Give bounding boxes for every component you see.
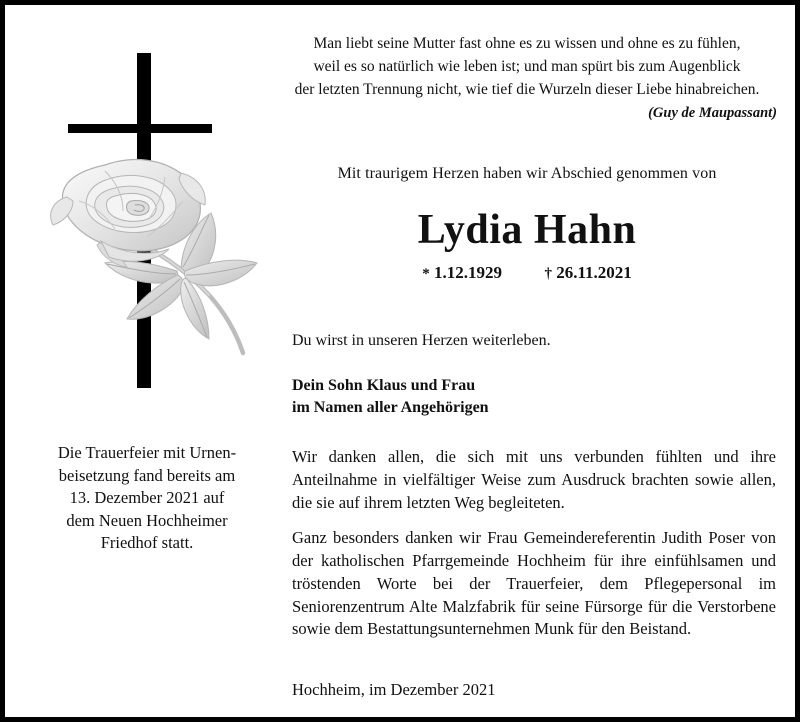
announcement-block	[277, 165, 777, 283]
memorial-emblem	[5, 5, 275, 425]
signature-line-2: im Namen aller Angehörigen	[292, 398, 489, 416]
messages-block	[292, 332, 782, 418]
life-dates	[277, 263, 777, 283]
quote-attribution: (Guy de Maupassant)	[648, 105, 777, 122]
funeral-info-block	[23, 442, 271, 555]
thanks-paragraph-1: Wir danken allen, die sich mit uns verbunden fühlten und ihre Anteilnahme in vielfältiger Weise zum Ausdruck brachten sowie allen, die sie auf ihrem letzten Weg begleiteten.	[292, 447, 776, 512]
funeral-info-line: Die Trauerfeier mit Urnen-	[57, 443, 237, 462]
birth-symbol: *	[422, 266, 430, 282]
death-date: 26.11.2021	[556, 263, 632, 282]
quote-line-2: weil es so natürlich wie leben ist; und man spürt bis zum Augenblick	[313, 57, 741, 75]
deceased-name: Lydia Hahn	[417, 207, 637, 253]
funeral-info-line: Friedhof statt.	[100, 533, 194, 553]
memorial-quote	[277, 33, 777, 125]
thanks-block	[292, 446, 776, 641]
closing-line: Hochheim, im Dezember 2021	[292, 680, 496, 699]
funeral-info-line: dem Neuen Hochheimer	[66, 510, 228, 530]
birth-date: 1.12.1929	[433, 263, 502, 282]
funeral-info-line: beisetzung fand bereits am	[58, 465, 236, 485]
intro-line: Mit traurigem Herzen haben wir Abschied genommen von	[337, 165, 717, 182]
quote-line-3: der letzten Trennung nicht, wie tief die Wurzeln dieser Liebe hinabreichen.	[294, 80, 760, 98]
memorial-line: Du wirst in unseren Herzen weiterleben.	[292, 332, 551, 349]
quote-line-1: Man liebt seine Mutter fast ohne es zu wissen und ohne es zu fühlen,	[313, 35, 741, 52]
death-symbol: †	[544, 266, 552, 282]
funeral-info-line: 13. Dezember 2021 auf	[69, 488, 225, 508]
rose-icon	[51, 160, 257, 353]
signature-line-1: Dein Sohn Klaus und Frau	[292, 377, 476, 394]
signature-block	[292, 375, 782, 418]
thanks-paragraph-2: Ganz besonders danken wir Frau Gemeindereferentin Judith Poser von der katholischen Pfarrgemeinde Hochheim für ihre einfühlsamen und tröstenden Worte bei der Trauerfeier, dem Pflegepersonal im Seniorenzentrum Alte Malzfabrik für seine Fürsorge für die Verstorbene sowie dem Bestattungsunternehmen Munk für den Beistand.	[292, 528, 776, 639]
